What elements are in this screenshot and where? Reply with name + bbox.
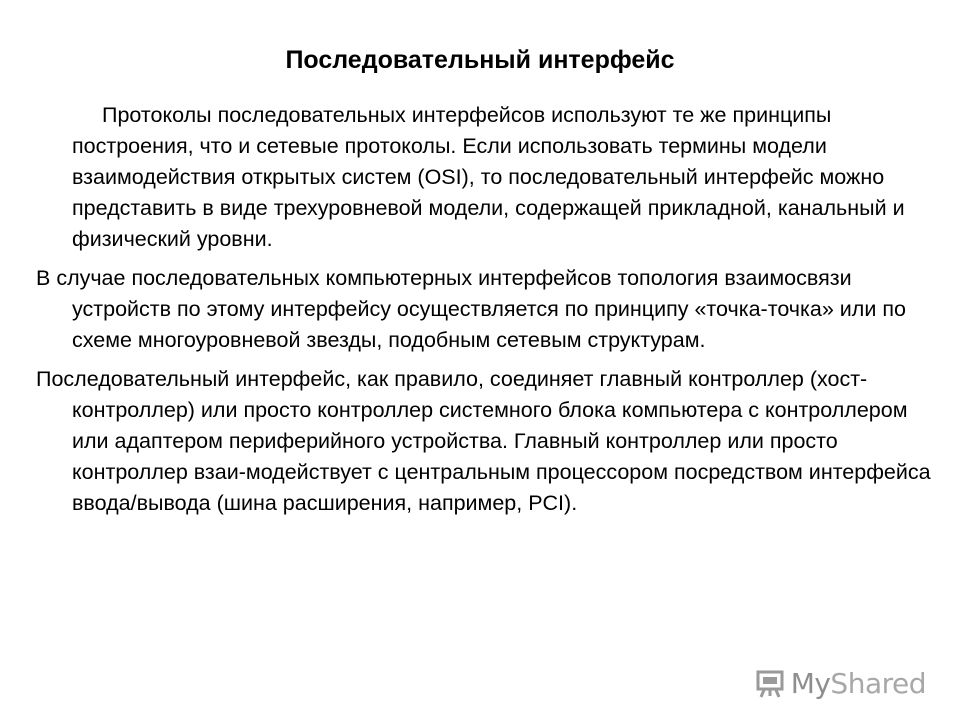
slide-title: Последовательный интерфейс [285, 46, 675, 74]
myshared-watermark [755, 667, 926, 700]
paragraph-1 [36, 100, 936, 255]
watermark-text-shared: Shared [830, 667, 926, 700]
paragraph-3: Последовательный интерфейс, как правило, соединяет главный контроллер (хост-контроллер) или просто контроллер системного блока компьютера с контроллером или адаптером периферийного устройства. Главный контроллер или просто контроллер взаи-модействует с центральным процессором посредством интерфейса ввода/вывода (шина расширения, например, PCI). [36, 367, 931, 515]
paragraph-1-text: Протоколы последовательных интерфейсов используют те же принципы построения, что и сетевые протоколы. Если использовать термины модели взаимодействия открытых систем (OSI), то последовательный интерфейс можно представить в виде трехуровневой модели, содержащей прикладной, канальный и физический уровни. [72, 103, 905, 251]
slide-body [36, 100, 936, 527]
paragraph-2: В случае последовательных компьютерных интерфейсов топология взаимосвязи устройств по этому интерфейсу осуществляется по принципу «точка-точка» или по схеме многоуровневой звезды, подобным сетевым структурам. [36, 266, 906, 352]
presentation-board-icon [755, 669, 785, 699]
watermark-text-my: My [790, 667, 831, 700]
watermark-logo-text [791, 667, 926, 700]
